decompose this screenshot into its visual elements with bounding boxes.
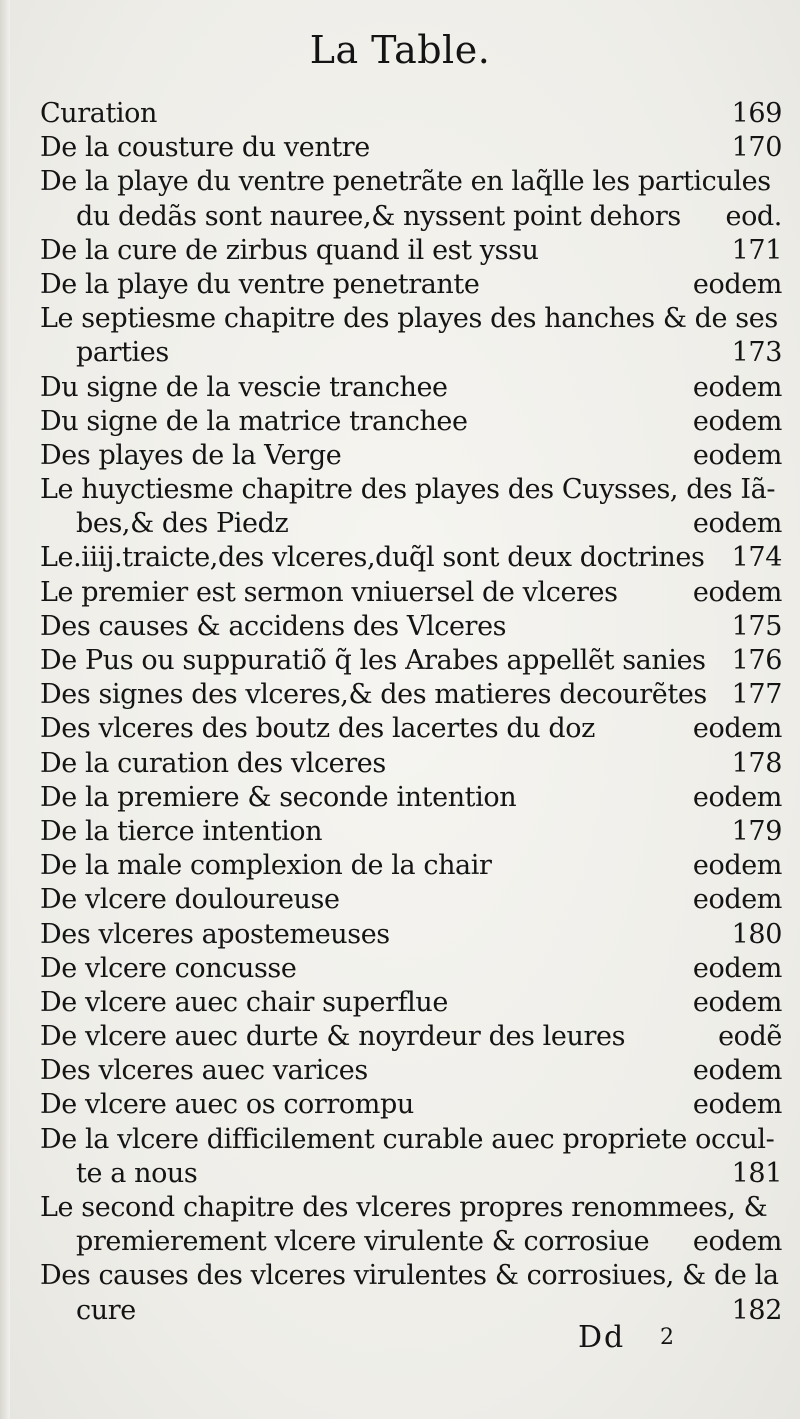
toc-page-ref: 179 bbox=[731, 815, 782, 847]
toc-page-ref: eodem bbox=[692, 713, 782, 745]
toc-entry bbox=[40, 405, 782, 439]
toc-entry-line bbox=[40, 371, 782, 405]
toc-entry-line bbox=[40, 405, 782, 439]
toc-entry-title: Des vlceres apostemeuses bbox=[40, 918, 390, 950]
toc-entry-line bbox=[40, 1225, 782, 1259]
toc-entry-line bbox=[40, 268, 782, 302]
toc-entry bbox=[40, 678, 782, 712]
toc-entry bbox=[40, 747, 782, 781]
toc-page-ref: eodem bbox=[692, 439, 782, 471]
toc-entry bbox=[40, 849, 782, 883]
toc-entry-line bbox=[40, 507, 782, 541]
toc-entry bbox=[40, 165, 782, 233]
toc-page-ref: eodem bbox=[692, 268, 782, 300]
toc-page-ref: eodẽ bbox=[718, 1021, 782, 1053]
toc-entry-title: De la playe du ventre penetrante bbox=[40, 268, 480, 300]
toc-entry-title: Le.iiij.traicte,des vlceres,duq̃l sont deux doctrines bbox=[40, 542, 705, 574]
toc-entry bbox=[40, 131, 782, 165]
toc-entry-title: Le huyctiesme chapitre des playes des Cuysses, des Iã- bbox=[40, 474, 776, 506]
toc-entry-line bbox=[40, 849, 782, 883]
toc-entry-line bbox=[40, 781, 782, 815]
toc-entry bbox=[40, 918, 782, 952]
toc-entry-title: De la premiere & seconde intention bbox=[40, 781, 517, 813]
toc-entry bbox=[40, 97, 782, 131]
toc-entry-line bbox=[40, 541, 782, 575]
toc-entry-line bbox=[40, 1054, 782, 1088]
toc-entry-title: De la playe du ventre penetrãte en laq̃lle les particules bbox=[40, 166, 771, 198]
toc-entry bbox=[40, 712, 782, 746]
toc-entry-line bbox=[40, 610, 782, 644]
toc-page-ref: 171 bbox=[731, 234, 782, 266]
toc-entry-title: Le premier est sermon vniuersel de vlceres bbox=[40, 576, 618, 608]
toc-entry-title: De la cousture du ventre bbox=[40, 132, 370, 164]
toc-entry-title: De la cure de zirbus quand il est yssu bbox=[40, 234, 539, 266]
toc-entry bbox=[40, 234, 782, 268]
toc-entry-title: Le septiesme chapitre des playes des hanches & de ses bbox=[40, 303, 778, 335]
toc-page-ref: 173 bbox=[731, 337, 782, 369]
toc-page-ref: 170 bbox=[731, 132, 782, 164]
toc-page-ref: 181 bbox=[731, 1157, 782, 1189]
toc-entry-line bbox=[40, 815, 782, 849]
toc-page-ref: 177 bbox=[731, 679, 782, 711]
page-title: La Table. bbox=[309, 28, 491, 72]
toc-page-ref: eodem bbox=[692, 1089, 782, 1121]
toc-page-ref: eodem bbox=[692, 986, 782, 1018]
page-footer bbox=[0, 1318, 800, 1358]
toc-page-ref: 178 bbox=[731, 747, 782, 779]
toc-entry-line bbox=[40, 97, 782, 131]
toc-entry bbox=[40, 1020, 782, 1054]
table-of-contents bbox=[40, 97, 782, 1328]
toc-entry-line bbox=[40, 712, 782, 746]
signature-number: 2 bbox=[660, 1325, 674, 1350]
toc-entry-title: Le second chapitre des vlceres propres renommees, & bbox=[40, 1192, 768, 1223]
toc-entry-line bbox=[40, 165, 782, 199]
toc-entry bbox=[40, 883, 782, 917]
toc-entry-line bbox=[40, 883, 782, 917]
toc-entry-title: Des causes des vlceres virulentes & corrosiues, & de la bbox=[40, 1260, 779, 1292]
toc-entry bbox=[40, 1054, 782, 1088]
toc-page-ref: eodem bbox=[692, 576, 782, 608]
toc-entry-title: De la tierce intention bbox=[40, 815, 323, 847]
toc-entry bbox=[40, 952, 782, 986]
toc-entry-title: Des causes & accidens des Vlceres bbox=[40, 610, 507, 642]
toc-entry-continuation: premierement vlcere virulente & corrosiue bbox=[76, 1226, 650, 1258]
toc-page-ref: eodem bbox=[692, 952, 782, 984]
toc-entry-title: De vlcere auec chair superflue bbox=[40, 986, 448, 1018]
toc-entry-line bbox=[40, 1088, 782, 1122]
toc-entry-line bbox=[40, 439, 782, 473]
toc-entry-line bbox=[40, 200, 782, 234]
toc-page-ref: eodem bbox=[692, 508, 782, 540]
toc-entry bbox=[40, 268, 782, 302]
toc-page-ref: eodem bbox=[692, 850, 782, 882]
toc-entry-title: Du signe de la vescie tranchee bbox=[40, 371, 448, 403]
toc-entry bbox=[40, 781, 782, 815]
toc-entry-title: De vlcere auec os corrompu bbox=[40, 1089, 414, 1121]
toc-entry-line bbox=[40, 131, 782, 165]
toc-page-ref: eodem bbox=[692, 884, 782, 916]
toc-entry bbox=[40, 986, 782, 1020]
toc-page-ref: 175 bbox=[731, 610, 782, 642]
toc-entry-line bbox=[40, 747, 782, 781]
toc-page-ref: eodem bbox=[692, 781, 782, 813]
toc-entry-title: De vlcere douloureuse bbox=[40, 884, 340, 916]
toc-entry-line bbox=[40, 952, 782, 986]
toc-entry-title: De vlcere auec durte & noyrdeur des leures bbox=[40, 1021, 626, 1053]
toc-entry bbox=[40, 371, 782, 405]
toc-page-ref: eodem bbox=[692, 1226, 782, 1258]
toc-entry-continuation: bes,& des Piedz bbox=[76, 508, 289, 540]
toc-entry-title: Des vlceres auec varices bbox=[40, 1055, 368, 1087]
toc-entry-line bbox=[40, 473, 782, 507]
toc-entry-title: De Pus ou suppuratiõ q̃ les Arabes appellẽt sanies bbox=[40, 645, 706, 676]
toc-page-ref: 174 bbox=[731, 542, 782, 574]
toc-entry bbox=[40, 541, 782, 575]
toc-entry bbox=[40, 439, 782, 473]
toc-entry-line bbox=[40, 678, 782, 712]
toc-entry-line bbox=[40, 336, 782, 370]
toc-entry-continuation: parties bbox=[76, 337, 169, 369]
toc-entry-title: Des signes des vlceres,& des matieres decourẽtes bbox=[40, 679, 707, 711]
toc-entry-title: Du signe de la matrice tranchee bbox=[40, 405, 468, 437]
toc-page-ref: eodem bbox=[692, 405, 782, 437]
toc-entry-line bbox=[40, 1191, 782, 1225]
toc-entry-line bbox=[40, 576, 782, 610]
toc-entry bbox=[40, 1088, 782, 1122]
page-edge bbox=[0, 0, 10, 1419]
toc-entry-line bbox=[40, 1157, 782, 1191]
toc-page-ref: eod. bbox=[725, 200, 782, 232]
toc-entry-line bbox=[40, 234, 782, 268]
toc-page-ref: eodem bbox=[692, 371, 782, 403]
toc-entry-continuation: cure bbox=[76, 1294, 136, 1326]
toc-page-ref: 180 bbox=[731, 918, 782, 950]
toc-page-ref: 169 bbox=[731, 98, 782, 129]
toc-entry-title: Curation bbox=[40, 98, 157, 129]
toc-entry-line bbox=[40, 918, 782, 952]
toc-entry bbox=[40, 473, 782, 541]
toc-page-ref: 176 bbox=[731, 645, 782, 676]
toc-entry-title: De la male complexion de la chair bbox=[40, 850, 492, 882]
toc-entry-title: Des vlceres des boutz des lacertes du doz bbox=[40, 713, 595, 745]
toc-entry bbox=[40, 576, 782, 610]
toc-entry bbox=[40, 644, 782, 678]
toc-entry bbox=[40, 1191, 782, 1259]
signature-mark: Dd bbox=[578, 1320, 626, 1355]
toc-entry-line bbox=[40, 1259, 782, 1293]
toc-entry bbox=[40, 302, 782, 370]
toc-entry bbox=[40, 815, 782, 849]
toc-entry-line bbox=[40, 1123, 782, 1157]
toc-entry-line bbox=[40, 1020, 782, 1054]
toc-page-ref: eodem bbox=[692, 1055, 782, 1087]
toc-entry-title: De la curation des vlceres bbox=[40, 747, 386, 779]
toc-entry-title: Des playes de la Verge bbox=[40, 439, 342, 471]
toc-entry-title: De la vlcere difficilement curable auec propriete occul- bbox=[40, 1123, 775, 1155]
toc-entry bbox=[40, 610, 782, 644]
toc-entry-line bbox=[40, 302, 782, 336]
toc-entry-line bbox=[40, 986, 782, 1020]
toc-page-ref: 182 bbox=[731, 1294, 782, 1326]
toc-entry-continuation: du dedãs sont nauree,& nyssent point dehors bbox=[76, 200, 681, 232]
toc-entry-title: De vlcere concusse bbox=[40, 952, 297, 984]
toc-entry-line bbox=[40, 644, 782, 678]
toc-entry-continuation: te a nous bbox=[76, 1157, 198, 1189]
toc-entry bbox=[40, 1123, 782, 1191]
